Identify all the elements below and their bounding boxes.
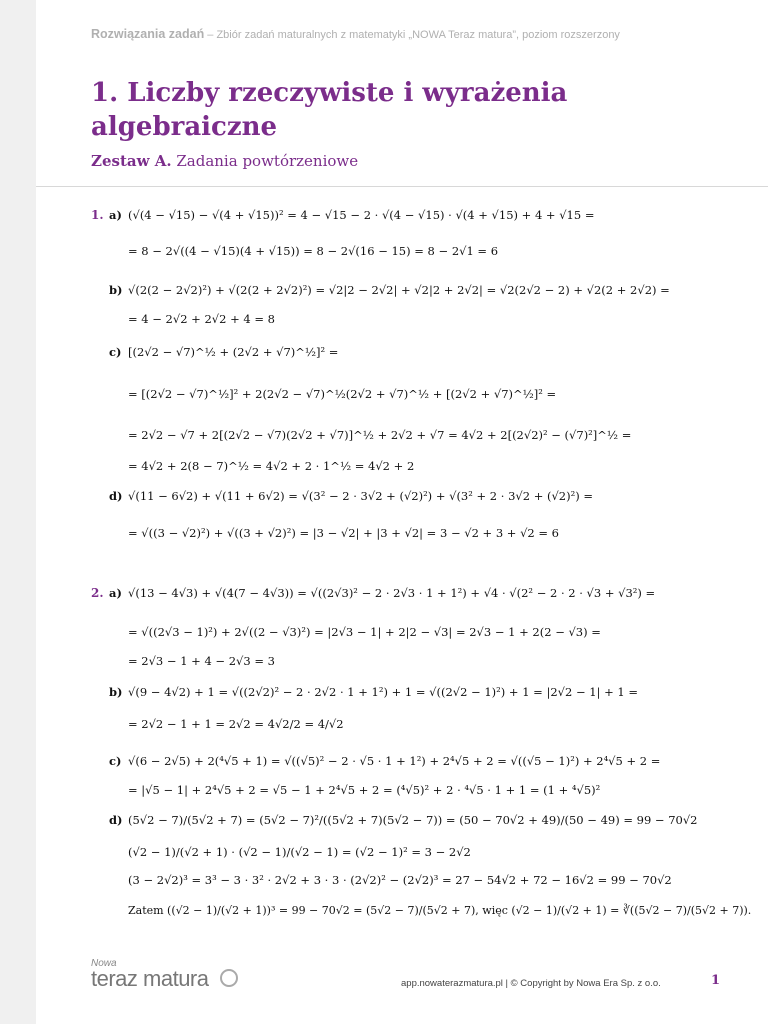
task-1c-line-2: = [(2√2 − √7)^½]² + 2(2√2 − √7)^½(2√2 + √7)^½ + [(2√2 + √7)^½]² =: [128, 387, 557, 401]
lightbulb-icon: [220, 969, 238, 987]
task-1c-label: c): [109, 345, 122, 359]
task-1b-line-1: √(2(2 − 2√2)²) + √(2(2 + 2√2)²) = √2|2 − 2√2| + √2|2 + 2√2| = √2(2√2 − 2) + √2(2 + 2√2) =: [128, 283, 670, 297]
task-2d-line-2: (√2 − 1)/(√2 + 1) · (√2 − 1)/(√2 − 1) = (√2 − 1)² = 3 − 2√2: [128, 845, 471, 859]
subtitle-rest: Zadania powtórzeniowe: [171, 152, 359, 170]
task-2d-line-1: (5√2 − 7)/(5√2 + 7) = (5√2 − 7)²/((5√2 + 7)(5√2 − 7)) = (50 − 70√2 + 49)/(50 − 49) = 99 − 70√2: [128, 813, 698, 827]
task-2c-line-1: √(6 − 2√5) + 2(⁴√5 + 1) = √((√5)² − 2 · √5 · 1 + 1²) + 2⁴√5 + 2 = √((√5 − 1)²) + 2⁴√5 + 2 =: [128, 754, 661, 768]
task-2c-label: c): [109, 754, 122, 768]
page-number: 1: [711, 973, 721, 988]
task-1c-line-4: = 4√2 + 2(8 − 7)^½ = 4√2 + 2 · 1^½ = 4√2 + 2: [128, 459, 415, 473]
task-2a-line-3: = 2√3 − 1 + 4 − 2√3 = 3: [128, 654, 275, 668]
task-2b-label: b): [109, 685, 123, 699]
logo-text: teraz matura: [91, 966, 209, 991]
task-1d-label: d): [109, 489, 123, 503]
running-header: [91, 27, 620, 41]
task-2a-line-1: √(13 − 4√3) + √(4(7 − 4√3)) = √((2√3)² − 2 · 2√3 · 1 + 1²) + √4 · √(2² − 2 · 2 · √3 + √3²) =: [128, 586, 656, 600]
header-bold: Rozwiązania zadań: [91, 27, 205, 41]
task-1a-line-1: (√(4 − √15) − √(4 + √15))² = 4 − √15 − 2 · √(4 − √15) · √(4 + √15) + 4 + √15 =: [128, 208, 595, 222]
task-2a-label: a): [109, 586, 122, 600]
task-1-number: 1.: [91, 208, 104, 222]
task-2-number: 2.: [91, 586, 104, 600]
task-2d-line-3: (3 − 2√2)³ = 3³ − 3 · 3² · 2√2 + 3 · 3 · (2√2)² − (2√2)³ = 27 − 54√2 + 72 − 16√2 = 99 − 70√2: [128, 873, 672, 887]
page: [36, 0, 768, 1024]
logo-small-text: Nowa: [91, 958, 117, 969]
task-2d-label: d): [109, 813, 123, 827]
task-2a-line-2: = √((2√3 − 1)²) + 2√((2 − √3)²) = |2√3 − 1| + 2|2 − √3| = 2√3 − 1 + 2(2 − √3) =: [128, 625, 601, 639]
task-1d-line-2: = √((3 − √2)²) + √((3 + √2)²) = |3 − √2| + |3 + √2| = 3 − √2 + 3 + √2 = 6: [128, 526, 560, 540]
task-1a-label: a): [109, 208, 122, 222]
task-2d-line-4: Zatem ((√2 − 1)/(√2 + 1))³ = 99 − 70√2 = (5√2 − 7)/(5√2 + 7), więc (√2 − 1)/(√2 + 1) = ∛((5√2 − 7)/(5√2 + 7)).: [128, 904, 752, 917]
task-1b-line-2: = 4 − 2√2 + 2√2 + 4 = 8: [128, 312, 275, 326]
task-2b-line-2: = 2√2 − 1 + 1 = 2√2 = 4√2/2 = 4/√2: [128, 717, 344, 731]
task-2c-line-2: = |√5 − 1| + 2⁴√5 + 2 = √5 − 1 + 2⁴√5 + 2 = (⁴√5)² + 2 · ⁴√5 · 1 + 1 = (1 + ⁴√5)²: [128, 783, 601, 797]
header-rest: – Zbiór zadań maturalnych z matematyki „NOWA Teraz matura”, poziom rozszerzony: [204, 29, 620, 41]
task-1b-label: b): [109, 283, 123, 297]
task-1a-line-2: = 8 − 2√((4 − √15)(4 + √15)) = 8 − 2√(16 − 15) = 8 − 2√1 = 6: [128, 244, 499, 258]
task-1c-line-1: [(2√2 − √7)^½ + (2√2 + √7)^½]² =: [128, 345, 339, 359]
divider: [36, 186, 768, 187]
task-1d-line-1: √(11 − 6√2) + √(11 + 6√2) = √(3² − 2 · 3√2 + (√2)²) + √(3² + 2 · 3√2 + (√2)²) =: [128, 489, 594, 503]
subtitle-bold: Zestaw A.: [91, 152, 172, 170]
task-1c-line-3: = 2√2 − √7 + 2[(2√2 − √7)(2√2 + √7)]^½ + 2√2 + √7 = 4√2 + 2[(2√2)² − (√7)²]^½ =: [128, 428, 632, 442]
chapter-title: 1. Liczby rzeczywiste i wyrażenia algebraiczne: [91, 78, 568, 142]
footer-copyright: app.nowaterazmatura.pl | © Copyright by Nowa Era Sp. z o.o.: [401, 978, 661, 989]
task-2b-line-1: √(9 − 4√2) + 1 = √((2√2)² − 2 · 2√2 · 1 + 1²) + 1 = √((2√2 − 1)²) + 1 = |2√2 − 1| + 1 =: [128, 685, 638, 699]
section-subtitle: [91, 152, 358, 170]
